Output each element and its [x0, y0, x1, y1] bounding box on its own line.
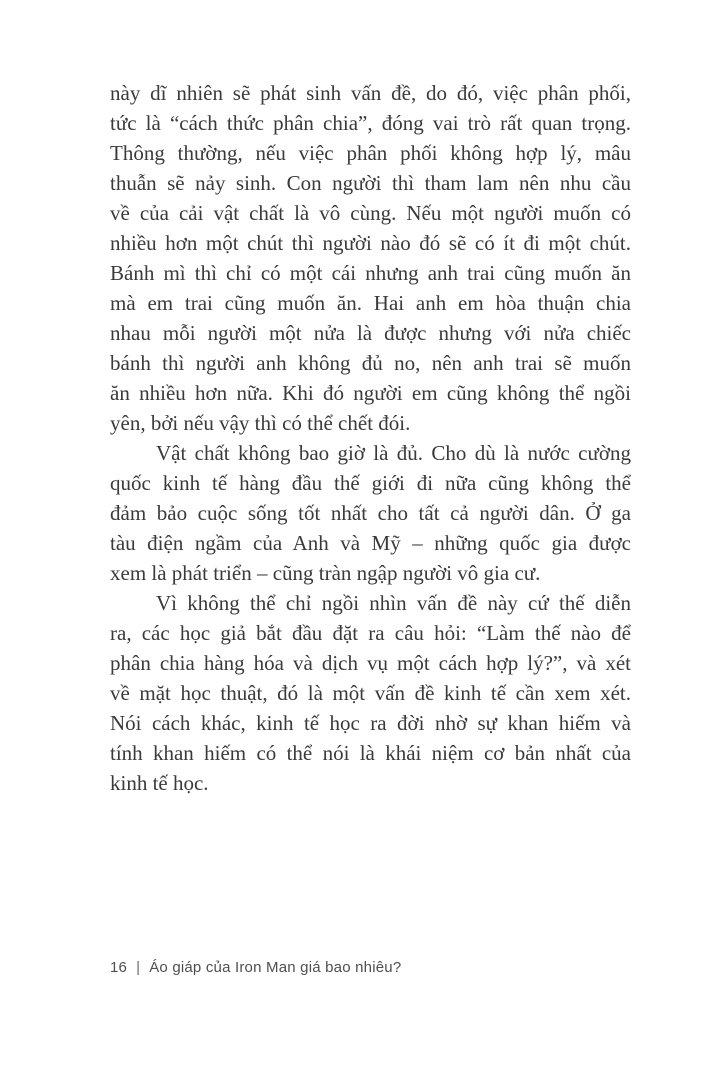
text-line: ra, các học giả bắt đầu đặt ra câu hỏi: “Làm thế nào để — [110, 621, 631, 645]
text-line: Vì không thể chỉ ngồi nhìn vấn đề này cứ thế diễn — [156, 591, 631, 615]
text-line: ăn nhiều hơn nữa. Khi đó người em cũng không thể ngồi — [110, 381, 631, 405]
text-line: tính khan hiếm có thể nói là khái niệm cơ bản nhất của — [110, 741, 631, 765]
text-line: này dĩ nhiên sẽ phát sinh vấn đề, do đó, việc phân phối, — [110, 81, 631, 105]
text-line: tức là “cách thức phân chia”, đóng vai trò rất quan trọng. — [110, 111, 631, 135]
text-line: về của cải vật chất là vô cùng. Nếu một người muốn có — [110, 201, 631, 225]
page-footer — [110, 959, 401, 976]
text-line: thuẫn sẽ nảy sinh. Con người thì tham lam nên nhu cầu — [110, 171, 631, 195]
text-line: nhiều hơn một chút thì người nào đó sẽ có ít đi một chút. — [110, 231, 631, 255]
text-line: Bánh mì thì chỉ có một cái nhưng anh trai cũng muốn ăn — [110, 261, 631, 285]
text-line: về mặt học thuật, đó là một vấn đề kinh tế cần xem xét. — [110, 681, 631, 705]
text-line: quốc kinh tế hàng đầu thế giới đi nữa cũng không thể — [110, 471, 631, 495]
page-number: 16 — [110, 959, 128, 976]
text-line: kinh tế học. — [110, 771, 209, 795]
body-text — [110, 78, 631, 798]
book-title: Áo giáp của Iron Man giá bao nhiêu? — [149, 959, 402, 976]
text-line: mà em trai cũng muốn ăn. Hai anh em hòa thuận chia — [110, 291, 631, 315]
text-line: Vật chất không bao giờ là đủ. Cho dù là nước cường — [156, 441, 631, 465]
text-line: bánh thì người anh không đủ no, nên anh trai sẽ muốn — [110, 351, 631, 375]
text-line: đảm bảo cuộc sống tốt nhất cho tất cả người dân. Ở ga — [110, 501, 631, 525]
text-line: yên, bởi nếu vậy thì có thể chết đói. — [110, 411, 411, 435]
text-line: Nói cách khác, kinh tế học ra đời nhờ sự khan hiếm và — [110, 711, 631, 735]
text-line: phân chia hàng hóa và dịch vụ một cách hợp lý?”, và xét — [110, 651, 631, 675]
text-line: nhau mỗi người một nửa là được nhưng với nửa chiếc — [110, 321, 631, 345]
footer-separator: | — [136, 959, 141, 976]
text-line: tàu điện ngầm của Anh và Mỹ – những quốc gia được — [110, 531, 631, 555]
text-line: xem là phát triển – cũng tràn ngập người vô gia cư. — [110, 561, 541, 585]
text-line: Thông thường, nếu việc phân phối không hợp lý, mâu — [110, 141, 631, 165]
